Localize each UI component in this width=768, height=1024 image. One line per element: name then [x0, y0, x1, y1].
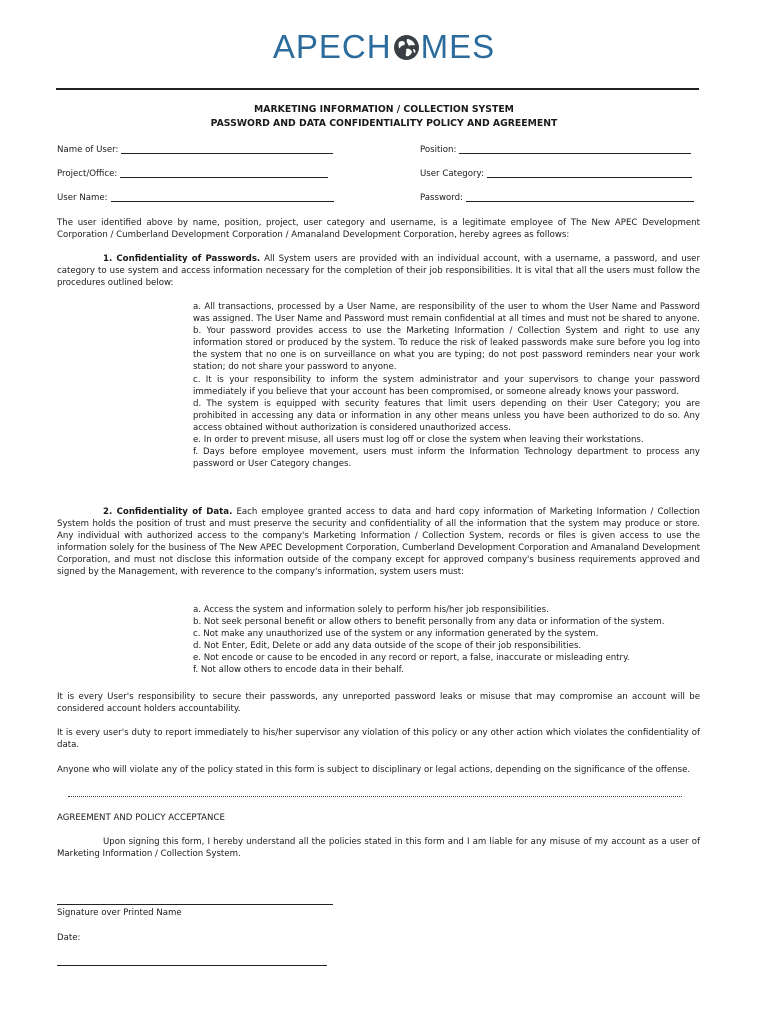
list-item: c. Not make any unauthorized use of the system or any information generated by the system. — [193, 629, 599, 640]
signature-line — [57, 904, 333, 905]
password-label: Password: — [420, 193, 464, 203]
acceptance-text: Upon signing this form, I hereby understand all the policies stated in this form and I am liable for any misuse of my account as a user of Marketing Information / Collection System. — [57, 837, 700, 860]
list-item: c. It is your responsibility to inform the system administrator and your supervisors to change your password immediately if you believe that your account has been compromised, or someone already knows your password. — [193, 374, 700, 397]
list-item: e. Not encode or cause to be encoded in any record or report, a false, inaccurate or misleading entry. — [193, 653, 630, 664]
acceptance-heading-text: AGREEMENT AND POLICY ACCEPTANCE — [57, 813, 225, 823]
user-fields — [57, 144, 697, 216]
position-label: Position: — [420, 145, 457, 155]
project-office-field — [57, 168, 328, 179]
logo-text-right: MES — [420, 28, 496, 65]
list-item: a. All transactions, processed by a User Name, are responsibility of the user to whom the User Name and Password was assigned. The User Name and Password must remain confidential at all times and must not be shared to anyone. — [193, 302, 700, 325]
list-item: b. Not seek personal benefit or allow others to benefit personally from any data or information of the system. — [193, 617, 665, 628]
name-of-user-line — [121, 144, 333, 154]
signature-label: Signature over Printed Name — [57, 908, 182, 918]
password-line — [466, 192, 694, 202]
user-category-field — [420, 168, 692, 179]
section-2-heading: 2. Confidentiality of Data. — [103, 507, 233, 517]
position-field — [420, 144, 691, 155]
violation-paragraph — [57, 764, 700, 776]
password-field — [420, 192, 694, 203]
list-item: b. Your password provides access to use the Marketing Information / Collection System and right to use any information stored or produced by the system. To reduce the risk of leaked passwords make sure before you log into the system that no one is on surveillance on what you are typing; do not post password reminders near your work station; do not share your password to anyone. — [193, 326, 700, 373]
project-office-label: Project/Office: — [57, 169, 118, 179]
user-name-line — [111, 192, 334, 202]
date-line — [57, 965, 327, 966]
dotted-separator — [68, 796, 682, 797]
acceptance-paragraph — [57, 836, 700, 860]
apechomes-logo — [0, 30, 768, 64]
duty-text: It is every user's duty to report immediately to his/her supervisor any violation of this policy or any other action which violates the confidentiality of data. — [57, 728, 700, 751]
globe-icon — [393, 33, 420, 60]
name-of-user-field — [57, 144, 333, 155]
list-item: f. Not allow others to encode data in their behalf. — [193, 665, 404, 676]
list-item: e. In order to prevent misuse, all users must log off or close the system when leaving their workstations. — [193, 435, 644, 446]
section-2-text: Each employee granted access to data and hard copy information of Marketing Information / Collection System holds the position of trust and must preserve the security and confidentiality of all the information that the system may produce or store. Any individual with authorized access to the company's Marketing Information / Collection System, records or files is given access to use the information solely for the business of The New APEC Development Corporation, Cumberland Development Corporation and Amanaland Development Corporation, and must not disclose this information outside of the company except for approved company's business requirements approved and signed by the Management, with reverence to the company's information, system users must: — [57, 507, 701, 578]
duty-paragraph — [57, 727, 700, 751]
intro-text: The user identified above by name, position, project, user category and username, is a legitimate employee of The New APEC Development Corporation / Cumberland Development Corporation / Amanaland Development Corporation, hereby agrees as follows: — [57, 218, 700, 241]
document-title — [0, 103, 768, 131]
project-office-line — [120, 168, 328, 178]
acceptance-heading — [57, 812, 700, 824]
intro-paragraph — [57, 217, 700, 241]
section-passwords — [57, 253, 700, 289]
user-category-line — [487, 168, 692, 178]
section-1-list — [193, 301, 700, 470]
title-line-1: MARKETING INFORMATION / COLLECTION SYSTEM — [254, 104, 514, 115]
list-item: a. Access the system and information solely to perform his/her job responsibilities. — [193, 605, 549, 615]
position-line — [459, 144, 691, 154]
violation-text: Anyone who will violate any of the policy stated in this form is subject to disciplinary or legal actions, depending on the significance of the offense. — [57, 765, 691, 775]
name-of-user-label: Name of User: — [57, 145, 119, 155]
user-name-field — [57, 192, 334, 203]
logo-text-left: APECH — [272, 28, 392, 65]
user-category-label: User Category: — [420, 169, 484, 179]
section-1-heading: 1. Confidentiality of Passwords. — [103, 254, 261, 264]
section-2-list — [193, 604, 700, 677]
section-data — [57, 506, 700, 579]
user-name-label: User Name: — [57, 193, 108, 203]
date-label: Date: — [57, 933, 81, 943]
responsibility-text: It is every User's responsibility to secure their passwords, any unreported password leaks or misuse that may compromise an account will be considered account holders accountability. — [57, 692, 700, 715]
responsibility-paragraph — [57, 691, 700, 715]
list-item: d. Not Enter, Edit, Delete or add any data outside of the scope of their job responsibilities. — [193, 641, 582, 652]
title-line-2: PASSWORD AND DATA CONFIDENTIALITY POLICY AND AGREEMENT — [210, 118, 558, 129]
header-rule — [56, 88, 699, 90]
list-item: f. Days before employee movement, users must inform the Information Technology department to process any password or User Category changes. — [193, 447, 700, 470]
section-1-text: All System users are provided with an individual account, with a username, a password, and user category to use system and access information necessary for the completion of their job responsibilities. It is vital that all the users must follow the procedures outlined below: — [57, 254, 700, 289]
list-item: d. The system is equipped with security features that limit users depending on their User Category; you are prohibited in accessing any data or information in any other means unless you have been authorized to do so. Any access obtained without authorization is considered unauthorized access. — [193, 398, 700, 433]
